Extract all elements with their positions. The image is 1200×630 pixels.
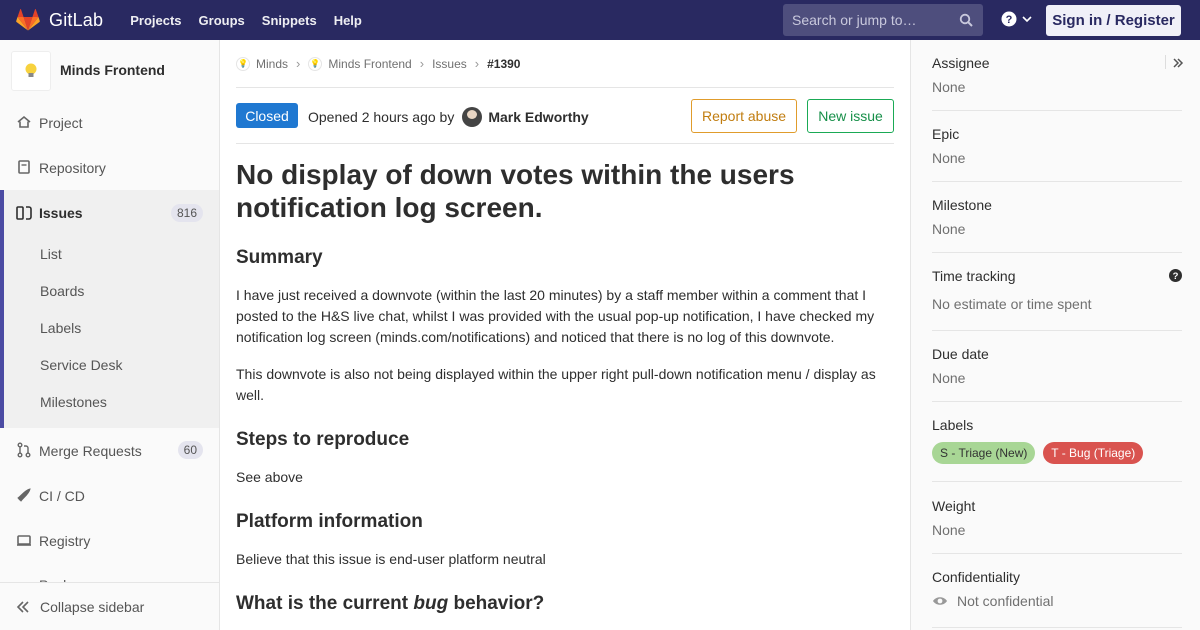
heading-platform: Platform information	[236, 511, 423, 532]
heading-part: behavior?	[448, 593, 545, 614]
search-icon	[959, 13, 973, 27]
label-bug-triage[interactable]: T - Bug (Triage)	[1043, 442, 1143, 464]
nav-projects[interactable]: Projects	[130, 12, 182, 28]
project-avatar	[11, 51, 51, 91]
left-sidebar	[0, 40, 220, 630]
heading-summary: Summary	[236, 247, 323, 268]
sidebar-project-header[interactable]	[0, 40, 219, 102]
milestone-title: Milestone	[932, 197, 992, 213]
labels-list	[932, 442, 1182, 464]
collapse-label: Collapse sidebar	[40, 599, 145, 615]
sidebar-item-label: Repository	[39, 159, 106, 176]
paragraph-platform: Believe that this issue is end-user platform neutral	[236, 551, 546, 567]
sidebar-issues-section	[0, 190, 219, 428]
project-avatar-icon: 💡	[308, 57, 322, 71]
chevron-down-icon	[1021, 13, 1033, 25]
epic-title: Epic	[932, 126, 960, 142]
question-icon	[1001, 11, 1017, 27]
nav-links	[130, 13, 379, 28]
double-chevron-left-icon	[16, 600, 30, 614]
sidebar-item-repository[interactable]	[0, 145, 219, 190]
breadcrumb-label: Minds	[256, 56, 289, 71]
confidentiality-row	[932, 593, 1182, 609]
confidentiality-block	[932, 569, 1182, 628]
sidebar-item-cicd[interactable]	[0, 473, 219, 518]
status-badge: Closed	[236, 103, 298, 128]
search-placeholder: Search or jump to…	[792, 12, 917, 28]
due-date-block	[932, 346, 1182, 402]
heading-emphasis: bug	[413, 593, 449, 614]
brand-name: GitLab	[49, 9, 104, 30]
gitlab-logo[interactable]	[16, 0, 103, 40]
tanuki-icon	[16, 9, 40, 31]
sidebar-sub-milestones[interactable]: Milestones	[40, 394, 107, 410]
milestone-block	[932, 197, 1182, 253]
breadcrumb-minds[interactable]	[236, 57, 288, 71]
question-circle-icon[interactable]	[1169, 269, 1182, 282]
search-input[interactable]	[783, 4, 983, 36]
heading-part: What is the current	[236, 593, 414, 614]
collapse-sidebar-button[interactable]	[0, 582, 219, 630]
time-tracking-block	[932, 268, 1182, 331]
due-date-title: Due date	[932, 346, 989, 362]
sidebar-sub-boards[interactable]: Boards	[40, 283, 85, 299]
labels-title: Labels	[932, 417, 974, 433]
doc-icon	[16, 159, 32, 175]
due-date-value: None	[932, 370, 966, 386]
milestone-value: None	[932, 221, 966, 237]
help-dropdown[interactable]	[1001, 11, 1033, 27]
new-issue-button[interactable]: New issue	[807, 99, 894, 133]
project-name: Minds Frontend	[60, 62, 165, 78]
group-avatar-icon: 💡	[236, 57, 250, 71]
issue-meta	[308, 107, 589, 127]
sidebar-sub-list[interactable]: List	[40, 246, 62, 262]
lightbulb-icon	[24, 62, 38, 80]
divider	[1165, 55, 1166, 69]
sidebar-item-label: Project	[39, 114, 83, 131]
time-tracking-value: No estimate or time spent	[932, 296, 1092, 312]
breadcrumb-issue-id[interactable]: #1390	[487, 56, 521, 71]
paragraph-summary-2: This downvote is also not being displayed within the upper right pull-down notification menu / display as well.	[236, 366, 876, 403]
label-triage-new[interactable]: S - Triage (New)	[932, 442, 1035, 464]
nav-snippets[interactable]: Snippets	[261, 12, 317, 28]
epic-block	[932, 126, 1182, 182]
avatar[interactable]	[462, 107, 482, 127]
chevron-right-icon: ›	[419, 56, 425, 71]
container-icon	[16, 532, 32, 548]
labels-block	[932, 417, 1182, 482]
sidebar-item-label: Merge Requests	[39, 442, 142, 459]
merge-request-icon	[16, 442, 32, 458]
rocket-icon	[16, 487, 32, 503]
sidebar-item-label: Registry	[39, 532, 91, 549]
opened-text: Opened 2 hours ago by	[308, 109, 455, 125]
confidentiality-title: Confidentiality	[932, 569, 1020, 585]
sidebar-sub-service-desk[interactable]: Service Desk	[40, 357, 123, 373]
sidebar-item-issues[interactable]: Issues	[39, 205, 83, 221]
issue-title: No display of down votes within the users notification log screen.	[236, 159, 795, 223]
confidentiality-value: Not confidential	[957, 593, 1054, 609]
sidebar-item-label: CI / CD	[39, 487, 85, 504]
assignee-block	[932, 55, 1182, 111]
paragraph-steps: See above	[236, 469, 303, 485]
nav-groups[interactable]: Groups	[198, 12, 245, 28]
paragraph-summary: I have just received a downvote (within the last 20 minutes) by a staff member within a comment that I posted to the H&S live chat, whilst I was provided with the usual pop-up notification, I have checked my notification log screen (minds.com/notifications) and noticed that there is no log of this downvote.	[236, 287, 875, 345]
breadcrumb	[236, 56, 520, 71]
sidebar-sub-labels[interactable]: Labels	[40, 320, 82, 336]
heading-current-behavior	[236, 593, 544, 615]
chevron-right-icon: ›	[474, 56, 480, 71]
home-icon	[16, 114, 32, 130]
breadcrumb-label: Minds Frontend	[328, 56, 412, 71]
author-link[interactable]: Mark Edworthy	[488, 109, 589, 125]
issues-count-badge: 816	[171, 204, 203, 222]
double-chevron-right-icon[interactable]	[1172, 57, 1184, 69]
divider	[236, 87, 894, 88]
divider	[236, 143, 894, 144]
weight-title: Weight	[932, 498, 976, 514]
chevron-right-icon: ›	[296, 56, 301, 71]
svg-text:?: ?	[1005, 14, 1013, 26]
epic-value: None	[932, 150, 966, 166]
assignee-value: None	[932, 79, 966, 95]
sidebar-item-merge-requests[interactable]	[0, 428, 219, 473]
breadcrumb-issues[interactable]: Issues	[432, 56, 467, 71]
weight-value: None	[932, 522, 966, 538]
report-abuse-button[interactable]: Report abuse	[691, 99, 797, 133]
assignee-title: Assignee	[932, 55, 990, 71]
eye-icon	[932, 595, 948, 607]
top-navbar	[0, 0, 1200, 40]
nav-help[interactable]: Help	[333, 12, 362, 28]
time-tracking-title: Time tracking	[932, 268, 1016, 284]
heading-steps: Steps to reproduce	[236, 429, 410, 450]
signin-button[interactable]: Sign in / Register	[1046, 5, 1181, 36]
right-sidebar	[910, 40, 1200, 630]
merge-requests-count-badge: 60	[178, 441, 203, 459]
svg-text:?: ?	[1172, 271, 1179, 283]
sidebar-item-project[interactable]	[0, 100, 219, 145]
sidebar-item-packages[interactable]	[0, 563, 219, 583]
sidebar-item-registry[interactable]	[0, 518, 219, 563]
issues-icon	[16, 205, 32, 221]
weight-block	[932, 498, 1182, 554]
breadcrumb-project[interactable]	[308, 57, 411, 71]
